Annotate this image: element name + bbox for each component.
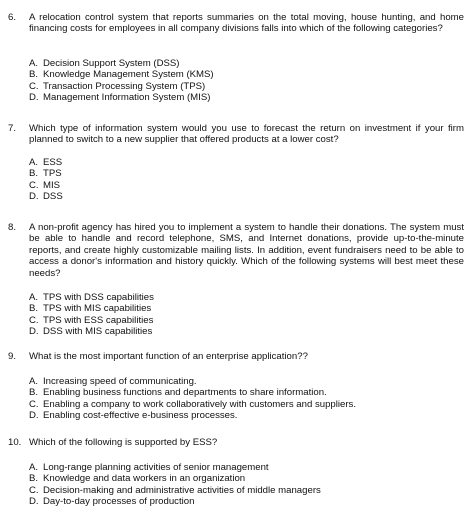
option-d	[29, 326, 464, 337]
option-a	[29, 462, 464, 473]
option-text: TPS	[43, 168, 62, 180]
option-b	[29, 473, 464, 484]
option-text: Enabling cost-effective e-business processes.	[43, 410, 238, 422]
question-text: A relocation control system that reports summaries on the total moving, house hunting, and home financing costs for employees in all company divisions falls into which of the following categories?	[29, 12, 464, 35]
option-b	[29, 168, 464, 179]
option-letter: A.	[29, 462, 39, 473]
option-text: TPS with MIS capabilities	[43, 303, 152, 315]
option-text: Knowledge Management System (KMS)	[43, 69, 214, 81]
option-text: TPS with DSS capabilities	[43, 292, 154, 303]
option-letter: A.	[29, 58, 39, 69]
option-letter: B.	[29, 387, 39, 399]
option-d	[29, 410, 464, 421]
option-letter: D.	[29, 92, 39, 104]
option-text: Enabling business functions and departments to share information.	[43, 387, 327, 399]
options-list	[29, 376, 464, 422]
option-d	[29, 92, 464, 103]
options-list	[29, 157, 464, 203]
option-text: Decision Support System (DSS)	[43, 58, 180, 69]
options-list	[29, 58, 464, 104]
option-text: Decision-making and administrative activities of middle managers	[43, 484, 321, 496]
option-letter: A.	[29, 157, 39, 168]
option-c	[29, 485, 464, 496]
option-a	[29, 376, 464, 387]
option-c	[29, 399, 464, 410]
option-a	[29, 292, 464, 303]
option-letter: B.	[29, 473, 39, 485]
option-d	[29, 496, 464, 507]
option-letter: A.	[29, 376, 39, 387]
option-letter: D.	[29, 496, 39, 508]
option-letter: A.	[29, 292, 39, 303]
option-text: Knowledge and data workers in an organization	[43, 473, 246, 485]
option-letter: D.	[29, 326, 39, 338]
question-number: 9.	[8, 351, 17, 362]
question-number: 8.	[8, 222, 17, 233]
option-d	[29, 191, 464, 202]
option-letter: C.	[29, 398, 39, 410]
option-text: Enabling a company to work collaboratively with customers and suppliers.	[43, 398, 357, 410]
option-letter: C.	[29, 484, 39, 496]
option-text: Transaction Processing System (TPS)	[43, 80, 206, 92]
question-text: A non-profit agency has hired you to implement a system to handle their donations. The system must be able to handle and record telephone, SMS, and Internet donations, provide up-to-the-minute reports, and create highly customizable mailing lists. In addition, event fundraisers need to be able to access a donor's information and history quickly. Which of the following systems will best meet these needs?	[29, 222, 464, 279]
option-b	[29, 303, 464, 314]
option-text: MIS	[43, 179, 61, 191]
option-c	[29, 315, 464, 326]
question-number: 10.	[8, 437, 22, 448]
option-text: ESS	[43, 157, 63, 168]
option-text: Management Information System (MIS)	[43, 92, 211, 104]
option-text: DSS	[43, 191, 63, 203]
option-letter: B.	[29, 69, 39, 81]
option-text: Increasing speed of communicating.	[43, 376, 197, 387]
option-text: Day-to-day processes of production	[43, 496, 195, 508]
option-text: TPS with ESS capabilities	[43, 314, 154, 326]
option-c	[29, 81, 464, 92]
option-letter: C.	[29, 314, 39, 326]
option-a	[29, 157, 464, 168]
options-list	[29, 292, 464, 338]
question-number: 7.	[8, 123, 17, 134]
option-letter: B.	[29, 168, 39, 180]
option-letter: C.	[29, 80, 39, 92]
option-letter: B.	[29, 303, 39, 315]
question-number: 6.	[8, 12, 17, 23]
option-b	[29, 69, 464, 80]
option-text: DSS with MIS capabilities	[43, 326, 153, 338]
option-letter: C.	[29, 179, 39, 191]
option-b	[29, 387, 464, 398]
option-letter: D.	[29, 410, 39, 422]
options-list	[29, 462, 464, 508]
question-text: Which of the following is supported by ESS?	[29, 437, 218, 448]
option-c	[29, 180, 464, 191]
question-text: Which type of information system would you use to forecast the return on investment if your firm planned to switch to a new supplier that offered products at a lower cost?	[29, 123, 464, 146]
option-text: Long-range planning activities of senior management	[43, 462, 269, 473]
option-letter: D.	[29, 191, 39, 203]
option-a	[29, 58, 464, 69]
question-text: What is the most important function of an enterprise application??	[29, 351, 308, 362]
